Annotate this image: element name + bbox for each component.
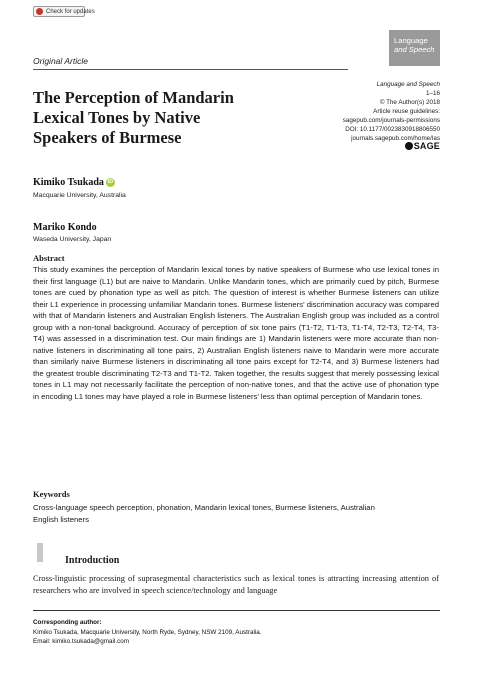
author-name: [33, 177, 115, 188]
author-1-name: Kimiko Tsukada: [33, 177, 104, 188]
footer-rule: [33, 610, 440, 611]
keywords-heading: Keywords: [33, 489, 70, 499]
journal-pages: 1–16: [425, 90, 440, 97]
journal-name: Language and Speech: [376, 81, 440, 88]
check-updates-icon: [36, 8, 43, 15]
journal-logo: [389, 30, 440, 66]
abstract-text: This study examines the perception of Mandarin lexical tones by native speakers of Burmese who use lexical tones in their first language (L1) but are naive to Mandarin. Unlike Mandarin tones, which are primarily cued by pitch, Burmese tones are cued by phonation type as well as pitch. The question of interest is whether Burmese listeners can utilize their L1 experience in processing unfamiliar Mandarin tones. Burmese listeners’ discrimination accuracy was compared with that of Mandarin listeners and Australian English listeners. The Australian English group was included as a control group with a non-tonal background. Accuracy of perception of six tone pairs (T1-T2, T1-T3, T1-T4, T2-T3, T2-T4, T3-T4) was assessed in a discrimination test. Our main findings are 1) Mandarin listeners were more accurate than non-native listeners in discriminating all tone pairs, 2) Australian English listeners naive to Mandarin were more accurate than similarly naive Burmese listeners in discriminating all tone pairs except for T2-T4, and 3) Burmese listeners had the greatest trouble discriminating T2-T3 and T1-T2. Taken together, the results suggest that merely possessing lexical tones in L1 may not necessarily facilitate the perception of non-native tones, and that the active use of phonation type in encoding L1 tones may have played a role in Burmese listeners’ less than optimal perception of Mandarin tones.: [33, 265, 439, 402]
journal-logo-line2: and Speech: [394, 45, 435, 54]
corresponding-author-email[interactable]: Email: kimiko.tsukada@gmail.com: [33, 638, 129, 645]
title-line-1: The Perception of Mandarin: [33, 88, 234, 107]
orcid-icon[interactable]: iD: [107, 179, 114, 185]
section-number-marker: [37, 543, 43, 562]
permissions-link[interactable]: sagepub.com/journals-permissions: [342, 117, 440, 124]
title-line-3: Speakers of Burmese: [33, 128, 182, 147]
corresponding-author-address: Kimiko Tsukada, Macquarie University, North Ryde, Sydney, NSW 2109, Australia.: [33, 629, 262, 636]
sage-icon: [405, 142, 413, 150]
copyright: © The Author(s) 2018: [379, 99, 440, 106]
sage-logo: [405, 141, 440, 151]
keywords-text: Cross-language speech perception, phonation, Mandarin lexical tones, Burmese listeners, Australian English listeners: [33, 503, 375, 524]
author-name: Mariko Kondo: [33, 222, 97, 233]
article-title: [33, 88, 283, 148]
journal-metadata: [343, 80, 440, 143]
intro-paragraph: Cross-linguistic processing of suprasegmental characteristics such as lexical tones is attracting increasing attention of researchers who are involved in speech science/technology and language: [33, 574, 439, 595]
journal-url[interactable]: journals.sagepub.com/home/las: [351, 135, 440, 142]
journal-logo-line1: Language: [394, 36, 428, 45]
corresponding-author-heading: Corresponding author:: [33, 619, 102, 626]
title-line-2: Lexical Tones by Native: [33, 108, 201, 127]
header-rule: [33, 69, 348, 70]
check-for-updates-badge[interactable]: [33, 6, 95, 17]
abstract-heading: Abstract: [33, 253, 65, 263]
author-affiliation: Waseda University, Japan: [33, 236, 112, 243]
author-affiliation: Macquarie University, Australia: [33, 192, 126, 199]
check-updates-label: Check for updates: [46, 9, 95, 15]
reuse-guidelines: Article reuse guidelines:: [373, 108, 440, 115]
doi[interactable]: DOI: 10.1177/0023830918806550: [345, 126, 440, 133]
sage-text: SAGE: [413, 141, 440, 151]
section-heading: Introduction: [65, 555, 120, 566]
article-type: Original Article: [33, 56, 88, 66]
